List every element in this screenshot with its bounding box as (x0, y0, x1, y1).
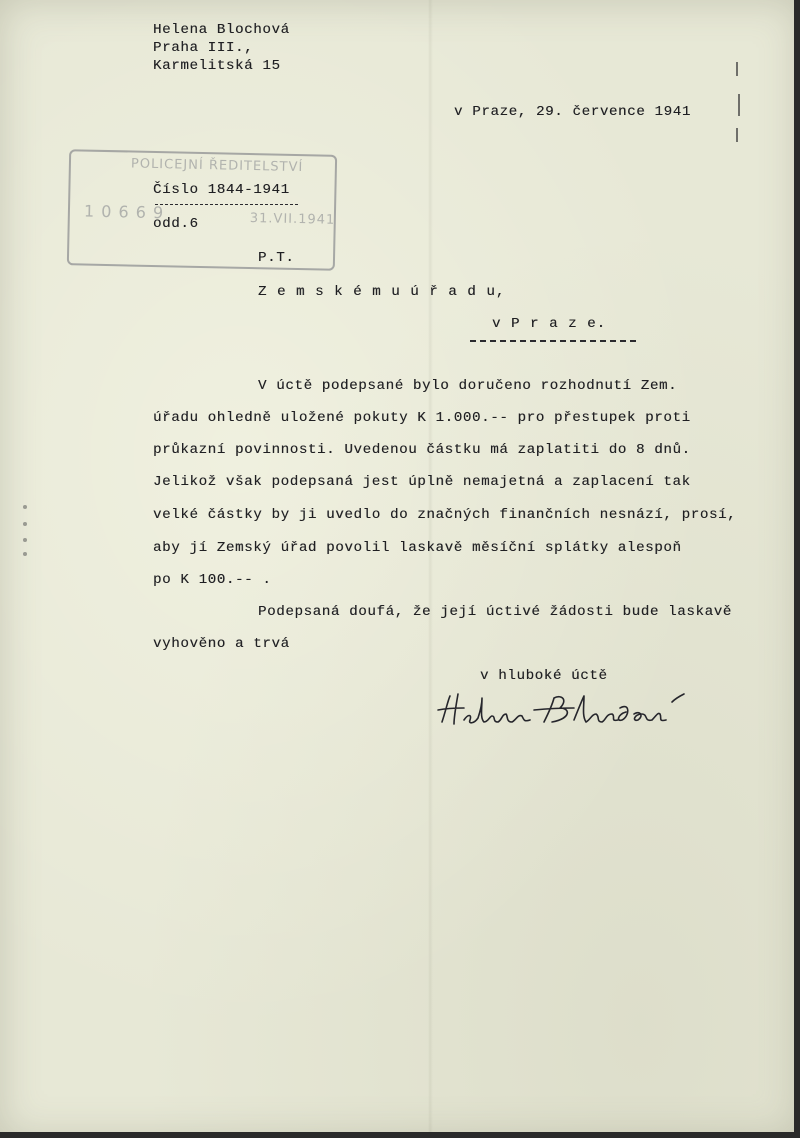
recipient-salutation: P.T. (258, 250, 295, 266)
stamp-text-top: POLICEJNÍ ŘEDITELSTVÍ (130, 156, 304, 176)
punch-hole-mark (23, 505, 27, 509)
punch-hole-mark (23, 522, 27, 526)
reference-underline (155, 204, 298, 205)
reference-department: odd.6 (153, 216, 199, 232)
recipient-office: Z e m s k é m u ú ř a d u, (258, 284, 506, 300)
scan-edge-bottom (0, 1132, 800, 1138)
stamp-text-mid: 1 0 6 6 9 (83, 201, 165, 223)
body-line-8: Podepsaná doufá, že její úctivé žádosti bude laskavě (258, 604, 732, 620)
punch-hole-mark (23, 552, 27, 556)
edge-mark (738, 94, 740, 116)
registry-stamp (67, 149, 337, 271)
body-line-5: velké částky by ji uvedlo do značných finančních nesnází, prosí, (153, 507, 737, 523)
edge-mark (736, 62, 738, 76)
closing-line: v hluboké úctě (480, 668, 608, 684)
body-line-6: aby jí Zemský úřad povolil laskavě měsíční splátky alespoň (153, 540, 682, 556)
body-line-7: po K 100.-- . (153, 572, 272, 588)
recipient-location: v P r a z e. (492, 316, 607, 332)
date-line: v Praze, 29. července 1941 (454, 104, 691, 120)
body-line-3: průkazní povinnosti. Uvedenou částku má zaplatiti do 8 dnů. (153, 442, 691, 458)
signature-scribble (434, 686, 704, 736)
body-line-1: V úctě podepsané bylo doručeno rozhodnutí Zem. (258, 378, 678, 394)
scan-edge-right (794, 0, 800, 1138)
sender-street: Karmelitská 15 (153, 58, 281, 74)
body-line-2: úřadu ohledně uložené pokuty K 1.000.-- pro přestupek proti (153, 410, 691, 426)
sender-name: Helena Blochová (153, 22, 290, 38)
sender-city: Praha III., (153, 40, 254, 56)
reference-number: Číslo 1844-1941 (153, 182, 290, 198)
stamp-text-date: 31.VII.1941 (249, 211, 336, 228)
handwritten-signature (434, 686, 704, 736)
punch-hole-mark (23, 538, 27, 542)
recipient-underline (470, 340, 636, 342)
body-line-9: vyhověno a trvá (153, 636, 290, 652)
body-line-4: Jelikož však podepsaná jest úplně nemajetná a zaplacení tak (153, 474, 691, 490)
edge-mark (736, 128, 738, 142)
